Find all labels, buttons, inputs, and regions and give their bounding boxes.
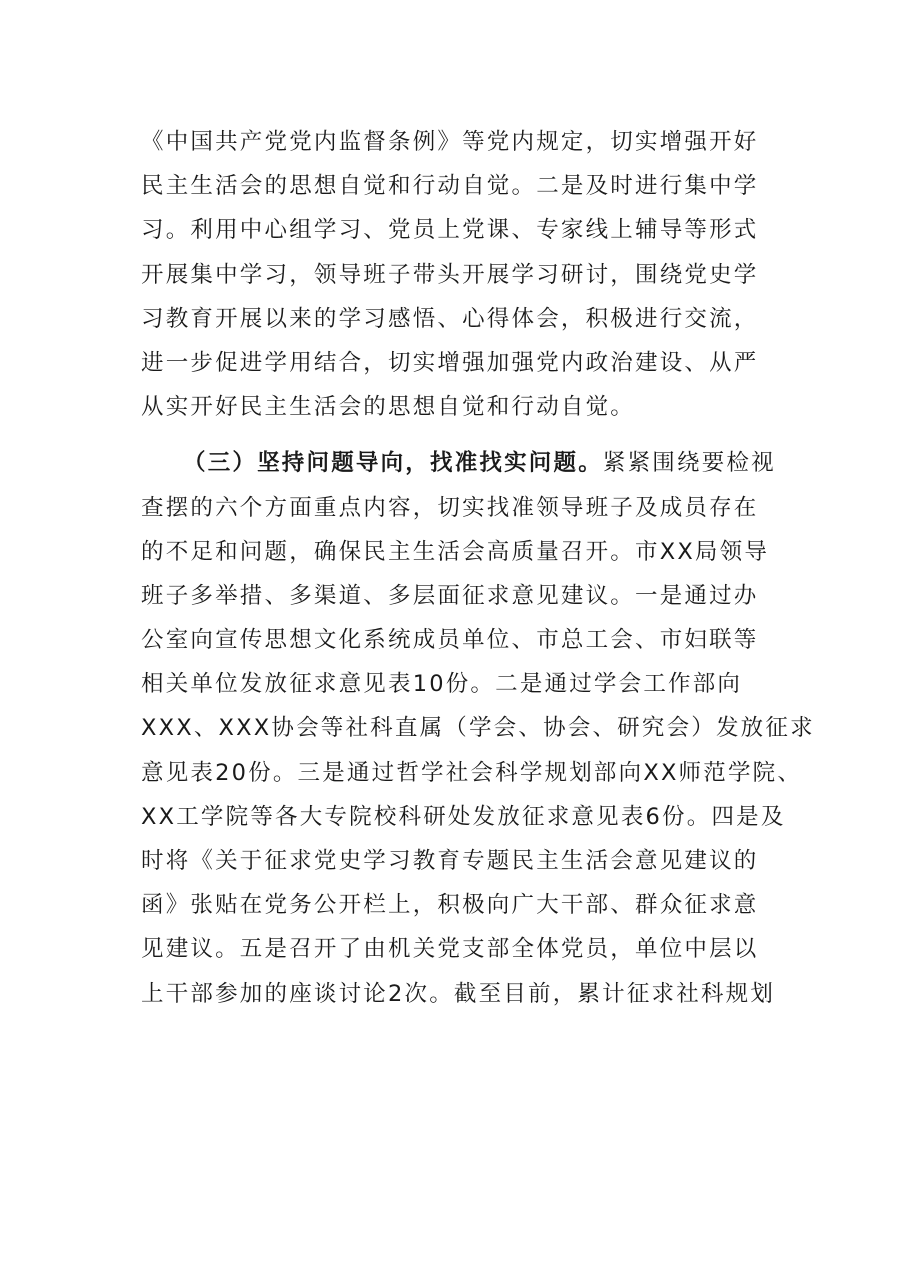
paragraph-text: 紧紧围绕要检视 [602, 450, 776, 477]
paragraph-line: 函》张贴在党务公开栏上，积极向广大干部、群众征求意 [141, 892, 759, 919]
paragraph-line: 习教育开展以来的学习感悟、心得体会，积极进行交流， [141, 305, 759, 332]
paragraph-line: 班子多举措、多渠道、多层面征求意见建议。一是通过办 [141, 582, 759, 609]
paragraph-first-line [141, 441, 781, 485]
paragraph-line: 进一步促进学用结合，切实增强加强党内政治建设、从严 [141, 349, 759, 376]
paragraph-line: 意见表20份。三是通过哲学社会科学规划部向XX师范学院、 [141, 759, 803, 786]
paragraph-line: XX工学院等各大专院校科研处发放征求意见表6份。四是及 [141, 803, 786, 830]
paragraph-line: 开展集中学习，领导班子带头开展学习研讨，围绕党史学 [141, 261, 759, 288]
paragraph-2 [141, 441, 815, 1015]
paragraph-line: 公室向宣传思想文化系统成员单位、市总工会、市妇联等 [141, 627, 759, 654]
section-heading: （三）坚持问题导向，找准找实问题。 [183, 450, 603, 477]
paragraph-spacer [141, 429, 781, 441]
paragraph-line: 《中国共产党党内监督条例》等党内规定，切实增强开好 [141, 129, 759, 155]
document-body [141, 120, 815, 1016]
paragraph-line: 民主生活会的思想自觉和行动自觉。二是及时进行集中学 [141, 173, 759, 200]
paragraph-1 [141, 120, 781, 429]
paragraph-line: XXX、XXX协会等社科直属（学会、协会、研究会）发放征求 [141, 715, 815, 742]
paragraph-line: 从实开好民主生活会的思想自觉和行动自觉。 [141, 394, 636, 421]
paragraph-line: 上干部参加的座谈讨论2次。截至目前，累计征求社科规划 [141, 980, 776, 1007]
paragraph-line: 时将《关于征求党史学习教育专题民主生活会意见建议的 [141, 848, 759, 874]
paragraph-line: 的不足和问题，确保民主生活会高质量召开。市XX局领导 [141, 538, 770, 565]
paragraph-line: 相关单位发放征求意见表10份。二是通过学会工作部向 [141, 671, 743, 698]
paragraph-line: 习。利用中心组学习、党员上党课、专家线上辅导等形式 [141, 217, 759, 244]
paragraph-line: 查摆的六个方面重点内容，切实找准领导班子及成员存在 [141, 494, 759, 521]
paragraph-line: 见建议。五是召开了由机关党支部全体党员，单位中层以 [141, 936, 759, 963]
